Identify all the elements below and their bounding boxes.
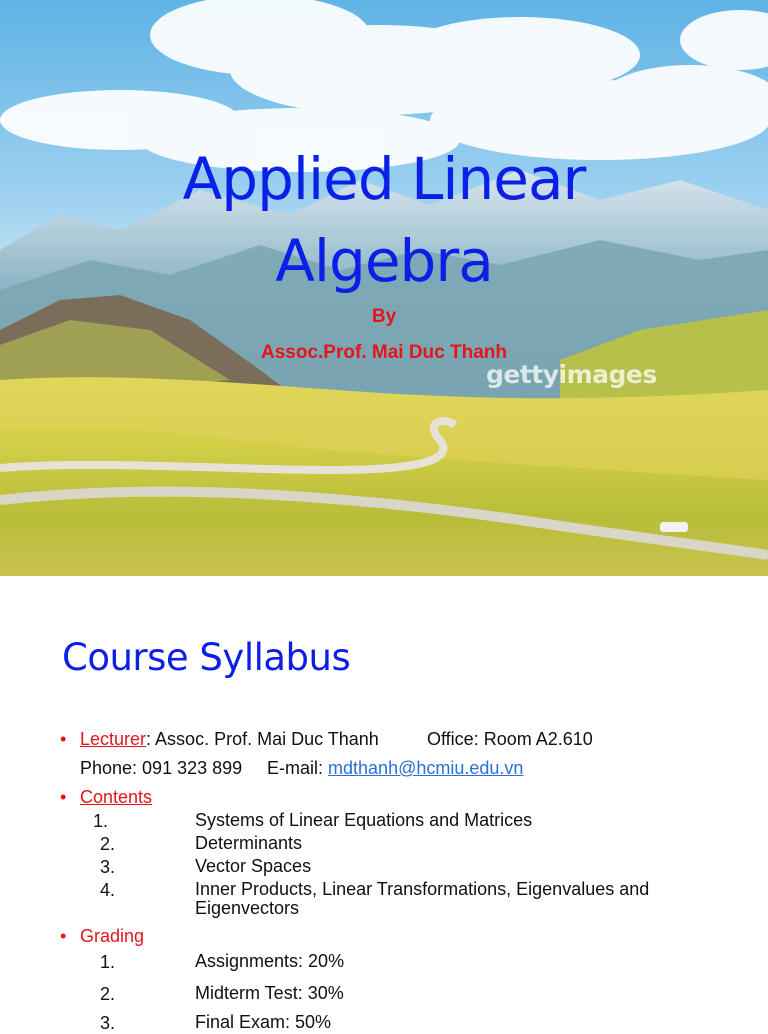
email-link[interactable]: mdthanh@hcmiu.edu.vn [328,758,524,778]
syllabus-slide [0,576,768,1033]
grading-num-3: 3. [99,1013,115,1033]
contents-num-3: 3. [99,857,115,877]
grading-item-2: Midterm Test: 30% [195,983,344,1003]
gettyimages-watermark: gettyimages [486,360,657,389]
contents-item-2: Determinants [195,833,303,853]
by-label: By [371,306,397,327]
contents-num-4: 4. [99,880,115,900]
contents-item-3: Vector Spaces [195,856,312,876]
grading-item-3: Final Exam: 50% [195,1012,332,1032]
grading-num-1: 1. [99,952,115,972]
lecturer-line [80,729,379,750]
grading-label: Grading [80,926,145,946]
lecturer-label: Lecturer [80,729,147,749]
contents-num-1: 1. [92,811,108,831]
author-name: Assoc.Prof. Mai Duc Thanh [261,342,507,363]
email-line [267,758,523,779]
grading-item-1: Assignments: 20% [195,951,345,971]
slide-title [0,138,768,302]
contents-label: Contents [80,787,153,807]
page-title: Course Syllabus [62,636,351,679]
contents-num-2: 2. [99,834,115,854]
lecturer-value: : Assoc. Prof. Mai Duc Thanh [146,729,379,749]
phone-text: Phone: 091 323 899 [80,758,243,778]
bullet-icon: • [60,787,67,807]
title-line-2: Algebra [275,227,493,295]
contents-item-4: Inner Products, Linear Transformations, Eigenvalues and Eigenvectors [195,879,650,918]
title-line-1: Applied Linear [182,145,586,213]
office-text: Office: Room A2.610 [427,729,593,749]
email-label: E-mail: [267,758,324,778]
contents-item-1: Systems of Linear Equations and Matrices [195,810,533,830]
bullet-icon: • [60,926,67,946]
bullet-icon: • [60,729,67,749]
grading-num-2: 2. [99,984,115,1004]
